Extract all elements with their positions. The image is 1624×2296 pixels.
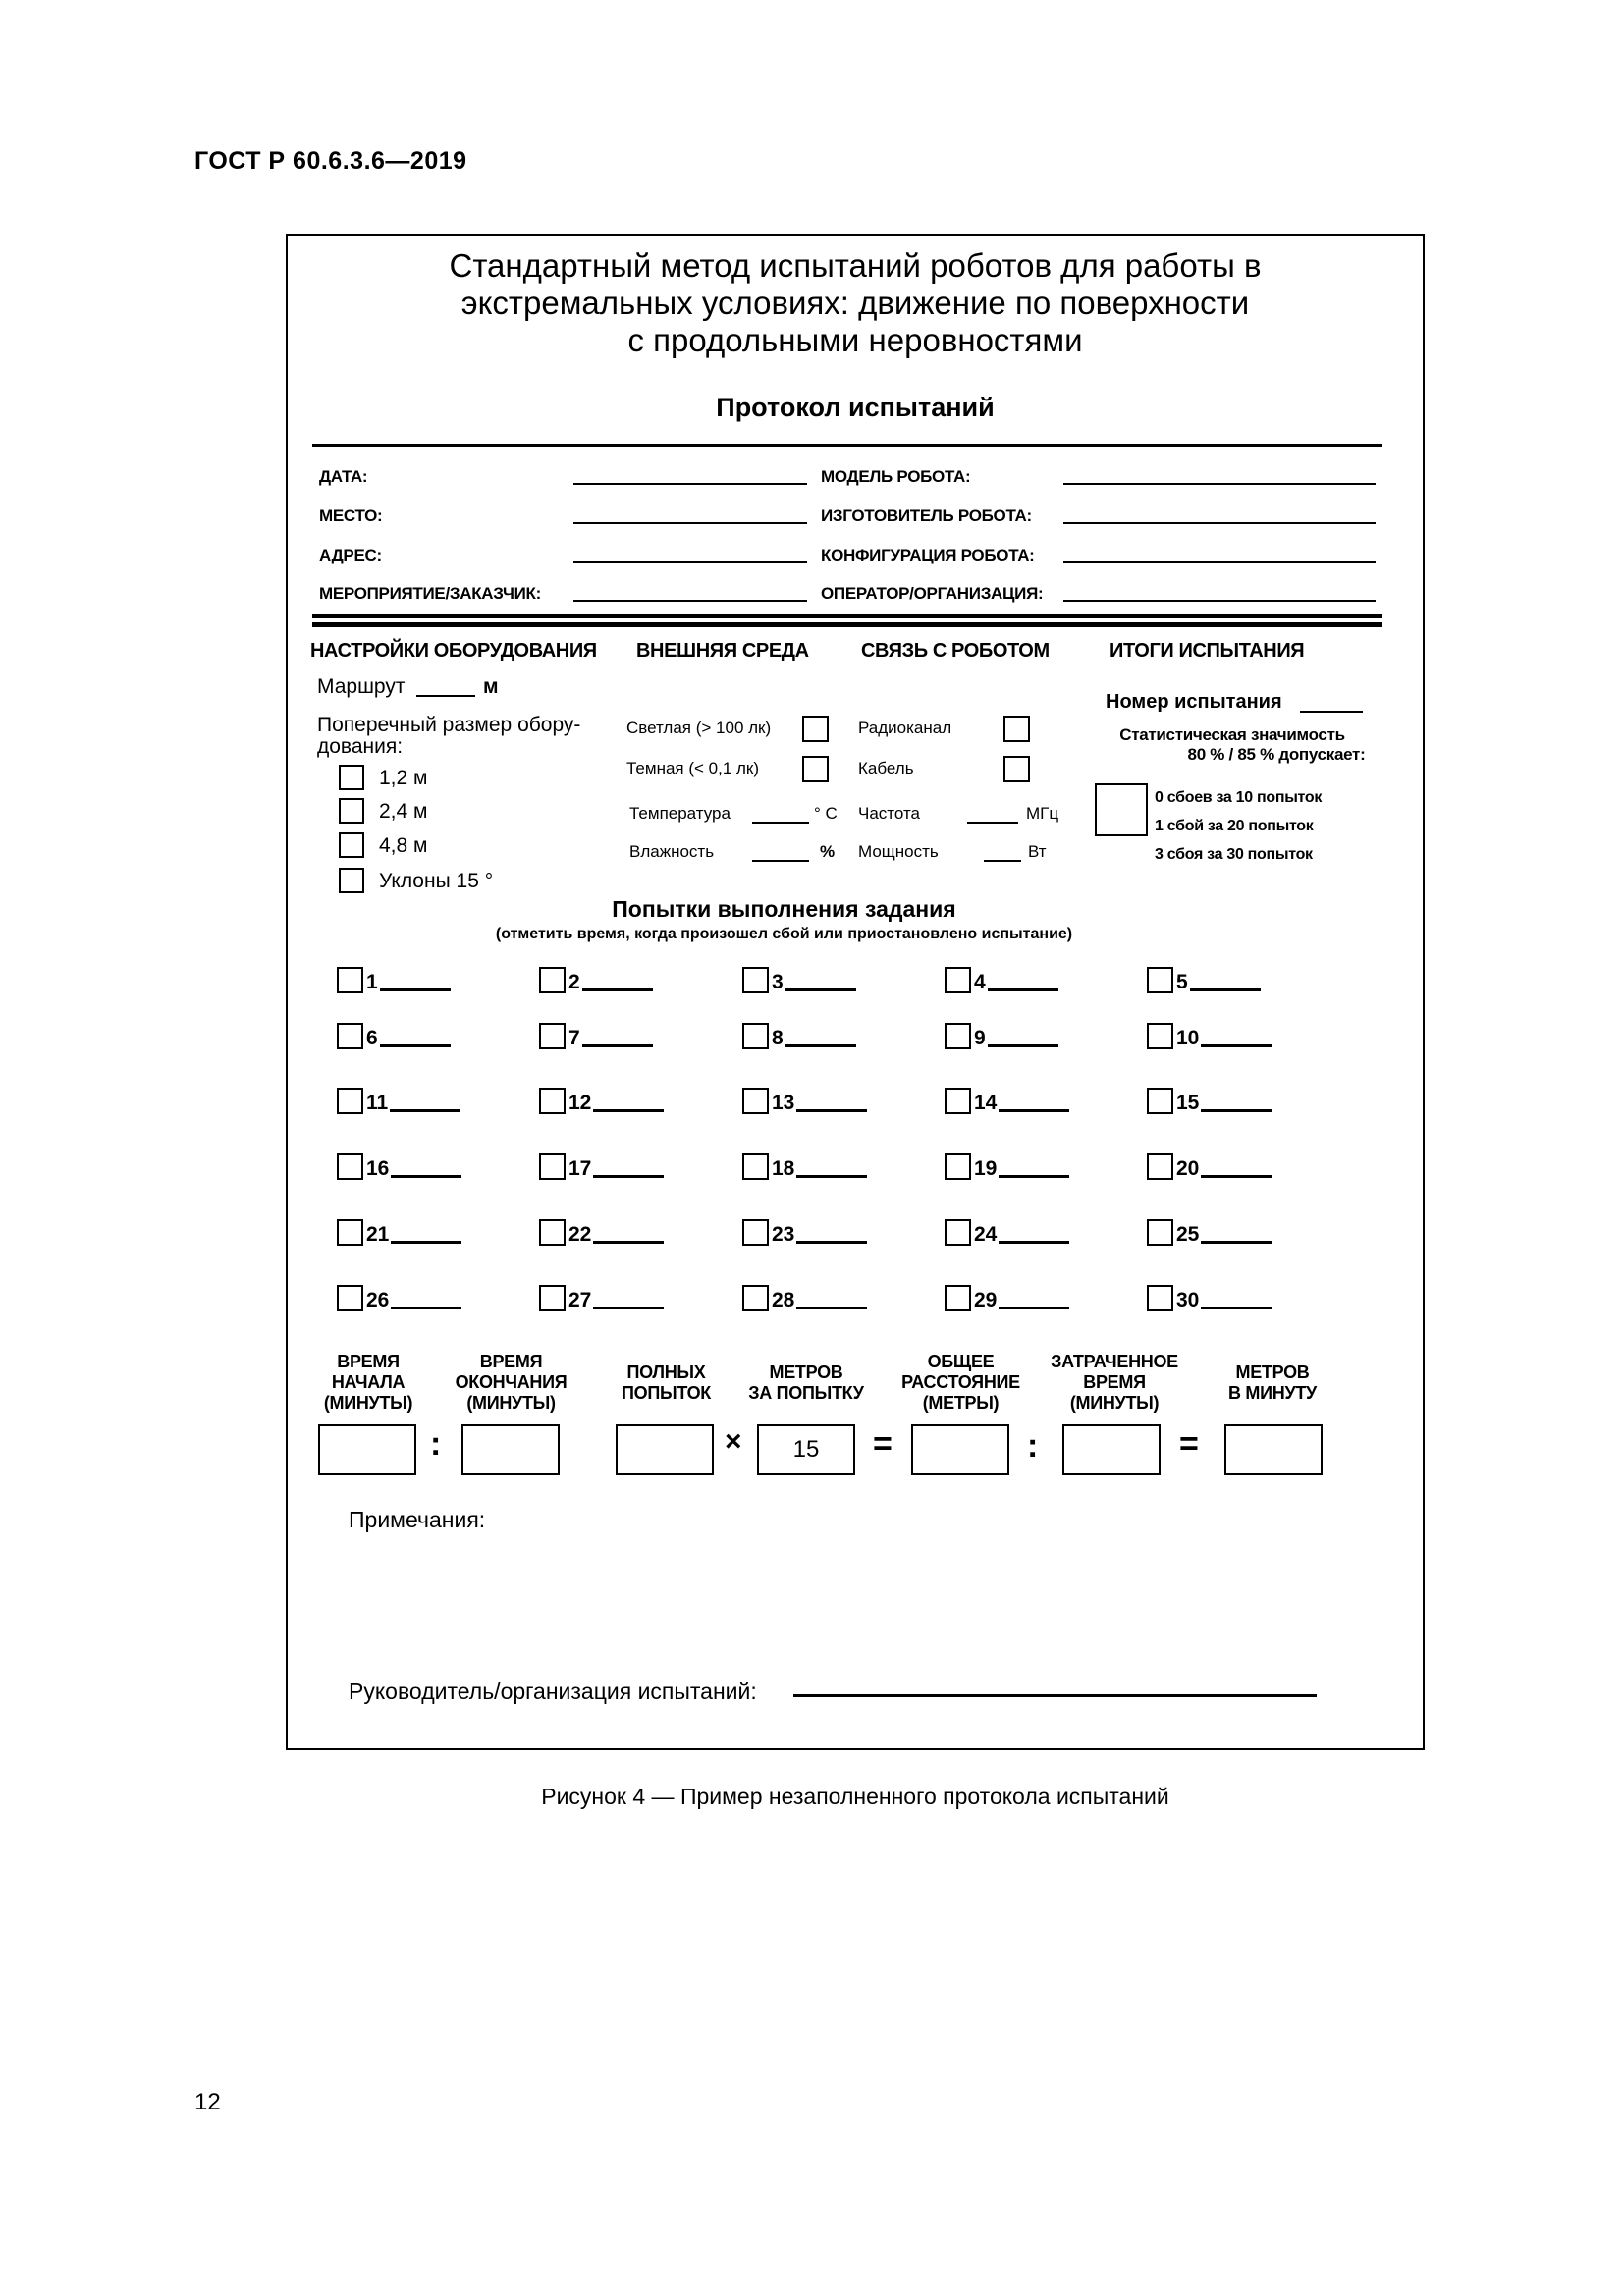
attempt-time-field[interactable]: [391, 1241, 461, 1244]
power-unit: Вт: [1028, 842, 1047, 861]
attempt-checkbox[interactable]: [742, 1153, 769, 1180]
slopes-label: Уклоны 15 °: [379, 870, 494, 892]
attempt-checkbox[interactable]: [539, 1023, 566, 1049]
frequency-field[interactable]: [967, 822, 1018, 824]
radio-checkbox[interactable]: [1003, 716, 1030, 742]
attempt-item: [539, 1153, 664, 1180]
criteria-item: 1 сбой за 20 попыток: [1155, 818, 1314, 834]
divide-operator: :: [430, 1425, 442, 1463]
attempt-time-field[interactable]: [380, 1044, 451, 1047]
attempt-item: [945, 1088, 1069, 1114]
attempt-time-field[interactable]: [1201, 1109, 1272, 1112]
attempt-number: 1: [366, 971, 378, 993]
calc-header-line: (МИНУТЫ): [1069, 1393, 1160, 1413]
dark-label: Темная (< 0,1 лк): [626, 759, 760, 777]
attempts-title: Попытки выполнения задания: [612, 896, 956, 922]
attempt-checkbox[interactable]: [945, 1153, 971, 1180]
stat-line: Статистическая значимость: [1119, 725, 1345, 744]
supervisor-label: Руководитель/организация испытаний:: [349, 1679, 757, 1704]
attempt-checkbox[interactable]: [1147, 1285, 1173, 1311]
attempt-checkbox[interactable]: [742, 1088, 769, 1114]
attempt-item: [539, 1219, 664, 1246]
calc-header-full-attempts: [600, 1362, 732, 1404]
light-label: Светлая (> 100 лк): [626, 719, 772, 737]
attempt-item: [337, 1153, 461, 1180]
place-label: МЕСТО:: [319, 507, 383, 525]
cross-size-line: Поперечный размер обору-: [317, 714, 581, 736]
significance-checkbox[interactable]: [1095, 783, 1148, 836]
address-field[interactable]: [573, 561, 807, 563]
divider: [312, 444, 1382, 447]
attempt-checkbox[interactable]: [945, 1219, 971, 1246]
attempt-time-field[interactable]: [391, 1307, 461, 1309]
attempt-checkbox[interactable]: [337, 1153, 363, 1180]
calc-header-end: [440, 1352, 582, 1414]
divider: [312, 614, 1382, 618]
attempt-time-field[interactable]: [582, 988, 653, 991]
attempt-number: 21: [366, 1223, 390, 1246]
attempt-checkbox[interactable]: [337, 1088, 363, 1114]
attempt-number: 29: [974, 1289, 998, 1311]
attempt-number: 18: [772, 1157, 795, 1180]
attempt-checkbox[interactable]: [945, 967, 971, 993]
attempt-checkbox[interactable]: [539, 1088, 566, 1114]
attempt-number: 20: [1176, 1157, 1200, 1180]
attempt-checkbox[interactable]: [1147, 1088, 1173, 1114]
attempt-time-field[interactable]: [593, 1109, 664, 1112]
operator-field[interactable]: [1063, 600, 1376, 602]
attempt-time-field[interactable]: [1201, 1175, 1272, 1178]
dark-checkbox[interactable]: [802, 756, 829, 782]
attempts-note: (отметить время, когда произошел сбой или приостановлено испытание): [495, 926, 1073, 942]
figure-caption: Рисунок 4 — Пример незаполненного протокола испытаний: [541, 1784, 1169, 1809]
attempt-number: 4: [974, 971, 986, 993]
frequency-label: Частота: [858, 804, 921, 823]
temperature-label: Температура: [629, 804, 731, 823]
frequency-unit: МГц: [1026, 804, 1059, 823]
cable-label: Кабель: [858, 759, 914, 777]
attempt-item: [1147, 1088, 1272, 1114]
attempt-time-field[interactable]: [999, 1307, 1069, 1309]
attempt-checkbox[interactable]: [1147, 1153, 1173, 1180]
start-time-box[interactable]: [318, 1424, 416, 1475]
attempt-item: [945, 1023, 1058, 1049]
end-time-box[interactable]: [461, 1424, 560, 1475]
attempt-checkbox[interactable]: [742, 1023, 769, 1049]
attempt-item: [539, 1285, 664, 1311]
calc-header-line: МЕТРОВ: [769, 1362, 843, 1382]
stat-line: 80 % / 85 % допускает:: [1187, 745, 1366, 764]
attempt-item: [337, 967, 451, 993]
attempt-item: [945, 1285, 1069, 1311]
attempt-checkbox[interactable]: [539, 1219, 566, 1246]
calc-header-line: ЗА ПОПЫТКУ: [748, 1383, 864, 1403]
attempt-time-field[interactable]: [582, 1044, 653, 1047]
form-title-line: с продольными неровностями: [627, 322, 1083, 358]
size-4-8-label: 4,8 м: [379, 834, 428, 857]
attempt-time-field[interactable]: [1201, 1307, 1272, 1309]
page-number: 12: [194, 2089, 221, 2115]
calc-header-total-distance: [890, 1352, 1032, 1414]
divider: [312, 622, 1382, 627]
calc-header-line: ВРЕМЯ: [1083, 1372, 1146, 1392]
calc-header-meters-per-minute: [1204, 1362, 1341, 1404]
criteria-item: 0 сбоев за 10 попыток: [1155, 789, 1323, 806]
attempt-number: 25: [1176, 1223, 1200, 1246]
attempt-item: [337, 1088, 460, 1114]
attempt-item: [337, 1285, 461, 1311]
attempt-number: 26: [366, 1289, 390, 1311]
calc-header-line: В МИНУТУ: [1228, 1383, 1317, 1403]
attempt-checkbox[interactable]: [945, 1285, 971, 1311]
attempt-number: 16: [366, 1157, 390, 1180]
calc-header-meters-per-attempt: [738, 1362, 874, 1404]
trial-number-field[interactable]: [1300, 711, 1363, 713]
calc-header-line: РАССТОЯНИЕ: [901, 1372, 1020, 1392]
divide-operator: :: [1027, 1427, 1039, 1465]
section-environment: ВНЕШНЯЯ СРЕДА: [636, 640, 809, 662]
robot-config-label: КОНФИГУРАЦИЯ РОБОТА:: [821, 546, 1035, 564]
humidity-label: Влажность: [629, 842, 715, 861]
trial-number-label: Номер испытания: [1106, 691, 1282, 713]
attempt-checkbox[interactable]: [337, 1285, 363, 1311]
attempt-checkbox[interactable]: [1147, 1219, 1173, 1246]
attempt-time-field[interactable]: [999, 1109, 1069, 1112]
notes-label: Примечания:: [349, 1507, 486, 1532]
attempt-item: [539, 1088, 664, 1114]
attempt-checkbox[interactable]: [742, 967, 769, 993]
attempt-time-field[interactable]: [988, 988, 1058, 991]
section-comm: СВЯЗЬ С РОБОТОМ: [861, 640, 1050, 662]
attempt-checkbox[interactable]: [945, 1088, 971, 1114]
attempt-item: [337, 1219, 461, 1246]
attempt-checkbox[interactable]: [539, 967, 566, 993]
attempt-number: 22: [568, 1223, 592, 1246]
equals-operator: =: [873, 1425, 893, 1463]
attempt-number: 11: [366, 1092, 389, 1114]
calc-header-line: ВРЕМЯ: [479, 1352, 543, 1371]
attempt-item: [1147, 967, 1261, 993]
route-unit: м: [483, 675, 499, 698]
calc-header-line: МЕТРОВ: [1235, 1362, 1310, 1382]
attempt-time-field[interactable]: [999, 1175, 1069, 1178]
meters-per-minute-box[interactable]: [1224, 1424, 1323, 1475]
section-equipment: НАСТРОЙКИ ОБОРУДОВАНИЯ: [310, 640, 597, 662]
power-field[interactable]: [984, 860, 1021, 862]
time-spent-box[interactable]: [1062, 1424, 1161, 1475]
attempt-item: [539, 1023, 653, 1049]
date-label: ДАТА:: [319, 467, 368, 486]
calc-header-line: ЗАТРАЧЕННОЕ: [1051, 1352, 1178, 1371]
power-label: Мощность: [858, 842, 939, 861]
event-label: МЕРОПРИЯТИЕ/ЗАКАЗЧИК:: [319, 584, 541, 603]
route-label: Маршрут: [317, 675, 406, 698]
attempt-number: 8: [772, 1027, 784, 1049]
equals-operator: =: [1179, 1425, 1199, 1463]
attempt-item: [945, 967, 1058, 993]
size-2-4-checkbox[interactable]: [339, 798, 364, 824]
attempt-time-field[interactable]: [1201, 1241, 1272, 1244]
attempt-item: [945, 1153, 1069, 1180]
attempt-number: 28: [772, 1289, 795, 1311]
calc-header-line: ОБЩЕЕ: [927, 1352, 995, 1371]
robot-config-field[interactable]: [1063, 561, 1376, 563]
calc-header-line: НАЧАЛА: [331, 1372, 406, 1392]
attempt-number: 14: [974, 1092, 998, 1114]
cross-size-label: [317, 715, 580, 758]
attempt-time-field[interactable]: [999, 1241, 1069, 1244]
attempt-checkbox[interactable]: [1147, 1023, 1173, 1049]
form-title-line: Стандартный метод испытаний роботов для работы в: [449, 247, 1262, 284]
attempt-number: 7: [568, 1027, 580, 1049]
attempt-number: 19: [974, 1157, 998, 1180]
attempt-number: 30: [1176, 1289, 1200, 1311]
attempt-item: [742, 1219, 867, 1246]
attempt-item: [1147, 1153, 1272, 1180]
attempt-number: 12: [568, 1092, 592, 1114]
calc-header-line: ПОПЫТОК: [622, 1383, 711, 1403]
criteria-item: 3 сбоя за 30 попыток: [1155, 846, 1313, 863]
attempt-checkbox[interactable]: [539, 1153, 566, 1180]
attempt-checkbox[interactable]: [337, 1023, 363, 1049]
attempt-time-field[interactable]: [785, 988, 856, 991]
form-title-line: экстремальных условиях: движение по поверхности: [460, 285, 1250, 321]
robot-maker-label: ИЗГОТОВИТЕЛЬ РОБОТА:: [821, 507, 1032, 525]
attempt-time-field[interactable]: [785, 1044, 856, 1047]
calc-header-line: ОКОНЧАНИЯ: [455, 1372, 568, 1392]
attempt-time-field[interactable]: [390, 1109, 460, 1112]
temperature-unit: ° С: [814, 804, 838, 823]
calc-header-start: [299, 1352, 437, 1414]
attempt-number: 2: [568, 971, 580, 993]
humidity-unit: %: [820, 842, 836, 861]
calc-header-time-spent: [1041, 1352, 1188, 1414]
address-label: АДРЕС:: [319, 546, 382, 564]
criteria-list: [1155, 783, 1322, 869]
radio-label: Радиоканал: [858, 719, 952, 737]
temperature-field[interactable]: [752, 822, 809, 824]
meters-per-attempt-box[interactable]: 15: [757, 1424, 855, 1475]
attempt-time-field[interactable]: [796, 1175, 867, 1178]
size-2-4-label: 2,4 м: [379, 800, 428, 823]
attempt-number: 3: [772, 971, 784, 993]
attempt-number: 5: [1176, 971, 1188, 993]
size-1-2-label: 1,2 м: [379, 767, 428, 789]
humidity-field[interactable]: [752, 860, 809, 862]
attempt-item: [539, 967, 653, 993]
attempt-time-field[interactable]: [593, 1307, 664, 1309]
section-results: ИТОГИ ИСПЫТАНИЯ: [1110, 640, 1305, 662]
attempt-item: [742, 1088, 867, 1114]
calc-header-line: (МИНУТЫ): [323, 1393, 413, 1413]
attempt-number: 9: [974, 1027, 986, 1049]
attempt-time-field[interactable]: [796, 1307, 867, 1309]
attempt-time-field[interactable]: [1190, 988, 1261, 991]
calc-header-line: ПОЛНЫХ: [626, 1362, 706, 1382]
form-title: [286, 247, 1425, 359]
attempt-number: 27: [568, 1289, 592, 1311]
date-field[interactable]: [573, 483, 807, 485]
attempt-time-field[interactable]: [1201, 1044, 1272, 1047]
attempt-item: [1147, 1219, 1272, 1246]
attempt-number: 15: [1176, 1092, 1200, 1114]
attempt-checkbox[interactable]: [1147, 967, 1173, 993]
attempt-item: [1147, 1023, 1272, 1049]
attempt-number: 6: [366, 1027, 378, 1049]
attempt-time-field[interactable]: [796, 1109, 867, 1112]
attempt-item: [337, 1023, 451, 1049]
attempt-item: [742, 1153, 867, 1180]
attempt-number: 10: [1176, 1027, 1200, 1049]
attempt-number: 17: [568, 1157, 592, 1180]
cable-checkbox[interactable]: [1003, 756, 1030, 782]
attempt-checkbox[interactable]: [539, 1285, 566, 1311]
light-checkbox[interactable]: [802, 716, 829, 742]
attempt-time-field[interactable]: [380, 988, 451, 991]
calc-header-line: (МИНУТЫ): [466, 1393, 556, 1413]
attempt-checkbox[interactable]: [337, 1219, 363, 1246]
attempt-time-field[interactable]: [593, 1241, 664, 1244]
attempt-number: 13: [772, 1092, 795, 1114]
attempt-checkbox[interactable]: [742, 1219, 769, 1246]
route-field[interactable]: [416, 695, 475, 697]
attempt-item: [1147, 1285, 1272, 1311]
total-distance-box[interactable]: [911, 1424, 1009, 1475]
attempt-item: [742, 1285, 867, 1311]
robot-model-field[interactable]: [1063, 483, 1376, 485]
attempt-number: 23: [772, 1223, 795, 1246]
attempt-item: [742, 967, 856, 993]
attempt-time-field[interactable]: [391, 1175, 461, 1178]
operator-label: ОПЕРАТОР/ОРГАНИЗАЦИЯ:: [821, 584, 1044, 603]
full-attempts-box[interactable]: [616, 1424, 714, 1475]
stat-significance: [1090, 725, 1375, 765]
attempt-checkbox[interactable]: [337, 967, 363, 993]
calc-header-line: ВРЕМЯ: [337, 1352, 400, 1371]
slopes-checkbox[interactable]: [339, 868, 364, 893]
attempt-checkbox[interactable]: [742, 1285, 769, 1311]
size-1-2-checkbox[interactable]: [339, 765, 364, 790]
cross-size-line: дования:: [317, 735, 404, 758]
form-subtitle: Протокол испытаний: [716, 393, 995, 422]
attempt-number: 24: [974, 1223, 998, 1246]
size-4-8-checkbox[interactable]: [339, 832, 364, 858]
event-field[interactable]: [573, 600, 807, 602]
calc-header-line: (МЕТРЫ): [922, 1393, 1000, 1413]
attempt-time-field[interactable]: [988, 1044, 1058, 1047]
place-field[interactable]: [573, 522, 807, 524]
robot-model-label: МОДЕЛЬ РОБОТА:: [821, 467, 971, 486]
attempt-item: [742, 1023, 856, 1049]
attempt-time-field[interactable]: [593, 1175, 664, 1178]
supervisor-field[interactable]: [793, 1694, 1317, 1697]
document-header: ГОСТ Р 60.6.3.6—2019: [194, 147, 467, 175]
attempt-time-field[interactable]: [796, 1241, 867, 1244]
robot-maker-field[interactable]: [1063, 522, 1376, 524]
attempt-item: [945, 1219, 1069, 1246]
attempt-checkbox[interactable]: [945, 1023, 971, 1049]
multiply-operator: ×: [725, 1425, 742, 1458]
